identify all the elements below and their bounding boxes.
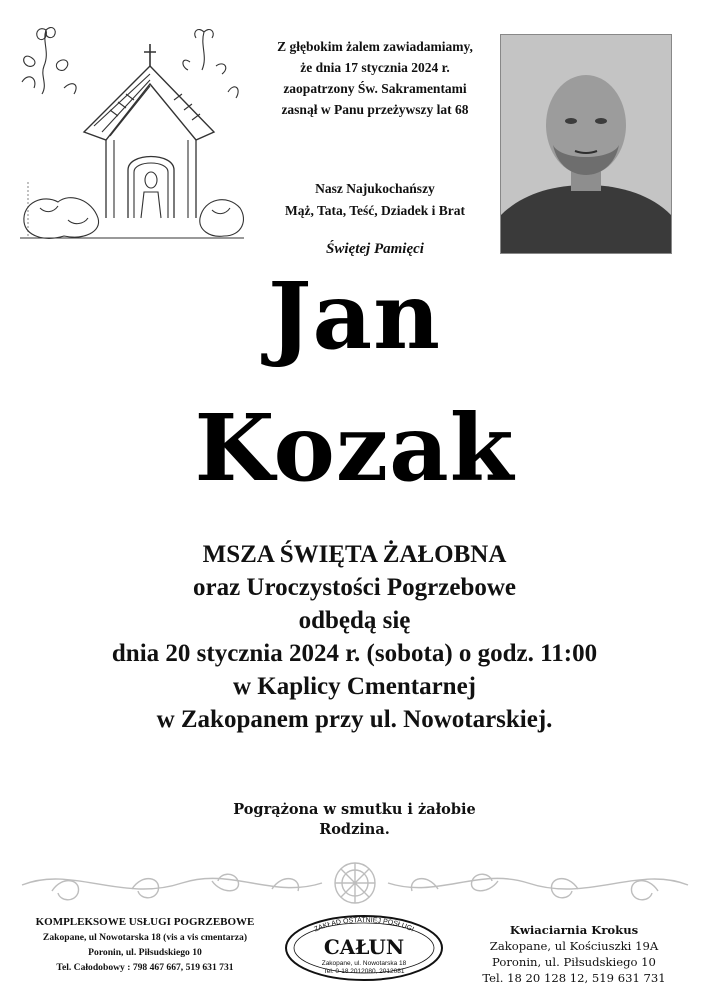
intro-line: że dnia 17 stycznia 2024 r.	[300, 60, 450, 75]
stamp-line-1: Zakopane, ul. Nowotarska 18	[321, 960, 407, 967]
mass-line: oraz Uroczystości Pogrzebowe	[192, 574, 517, 601]
portrait-photo	[500, 34, 672, 254]
flower-shop-address-1: Zakopane, ul Kościuszki 19A	[489, 939, 659, 953]
funeral-home-info	[10, 915, 280, 975]
funeral-home-address-2: Poronin, ul. Piłsudskiego 10	[88, 947, 202, 958]
family-line-2: Rodzina.	[319, 821, 390, 838]
chapel-sketch-icon	[14, 22, 250, 244]
mass-line: odbędą się	[298, 607, 411, 634]
relations-line-1: Nasz Najukochańszy	[315, 181, 435, 196]
funeral-home-address-1: Zakopane, ul Nowotarska 18 (vis a vis cmentarza)	[42, 932, 248, 943]
first-name: Jan	[267, 262, 442, 370]
mass-info	[0, 538, 709, 736]
mass-line: dnia 20 stycznia 2024 r. (sobota) o godz. 11:00	[111, 640, 598, 667]
flower-shop-phone: Tel. 18 20 128 12, 519 631 731	[482, 971, 666, 985]
family-line-1: Pogrążona w smutku i żałobie	[233, 801, 476, 818]
family-signature	[0, 800, 709, 840]
funeral-home-stamp-icon	[282, 912, 446, 982]
mass-line: w Zakopanem przy ul. Nowotarskiej.	[156, 706, 553, 733]
intro-line: Z głębokim żalem zawiadamiamy,	[277, 39, 473, 54]
memory-label: Świętej Pamięci	[326, 241, 424, 257]
stamp-arc-text: ZAKŁAD OSTATNIEJ POSŁUGI	[313, 916, 415, 934]
intro-line: zasnął w Panu przeżywszy lat 68	[281, 102, 469, 117]
mass-line: w Kaplicy Cmentarnej	[232, 673, 477, 700]
mass-line: MSZA ŚWIĘTA ŻAŁOBNA	[202, 541, 507, 568]
person-portrait-icon	[501, 35, 671, 253]
stamp-line-2: Tel. 0-18 2012080, 2012081	[323, 968, 405, 975]
relations-line-2: Mąż, Tata, Teść, Dziadek i Brat	[284, 203, 465, 218]
stamp-brand: CAŁUN	[323, 935, 405, 959]
relations-text	[255, 178, 495, 222]
flower-shop-name: Kwiaciarnia Krokus	[509, 923, 639, 937]
flower-shop-address-2: Poronin, ul. Piłsudskiego 10	[492, 955, 656, 969]
flower-shop-info	[448, 922, 700, 986]
funeral-home-phone: Tel. Całodobowy : 798 467 667, 519 631 731	[56, 962, 234, 973]
intro-text	[255, 36, 495, 120]
intro-line: zaopatrzony Św. Sakramentami	[283, 81, 467, 96]
funeral-home-name: KOMPLEKSOWE USŁUGI POGRZEBOWE	[35, 916, 255, 928]
floral-ornament-icon	[12, 855, 698, 911]
last-name: Kozak	[194, 394, 515, 502]
